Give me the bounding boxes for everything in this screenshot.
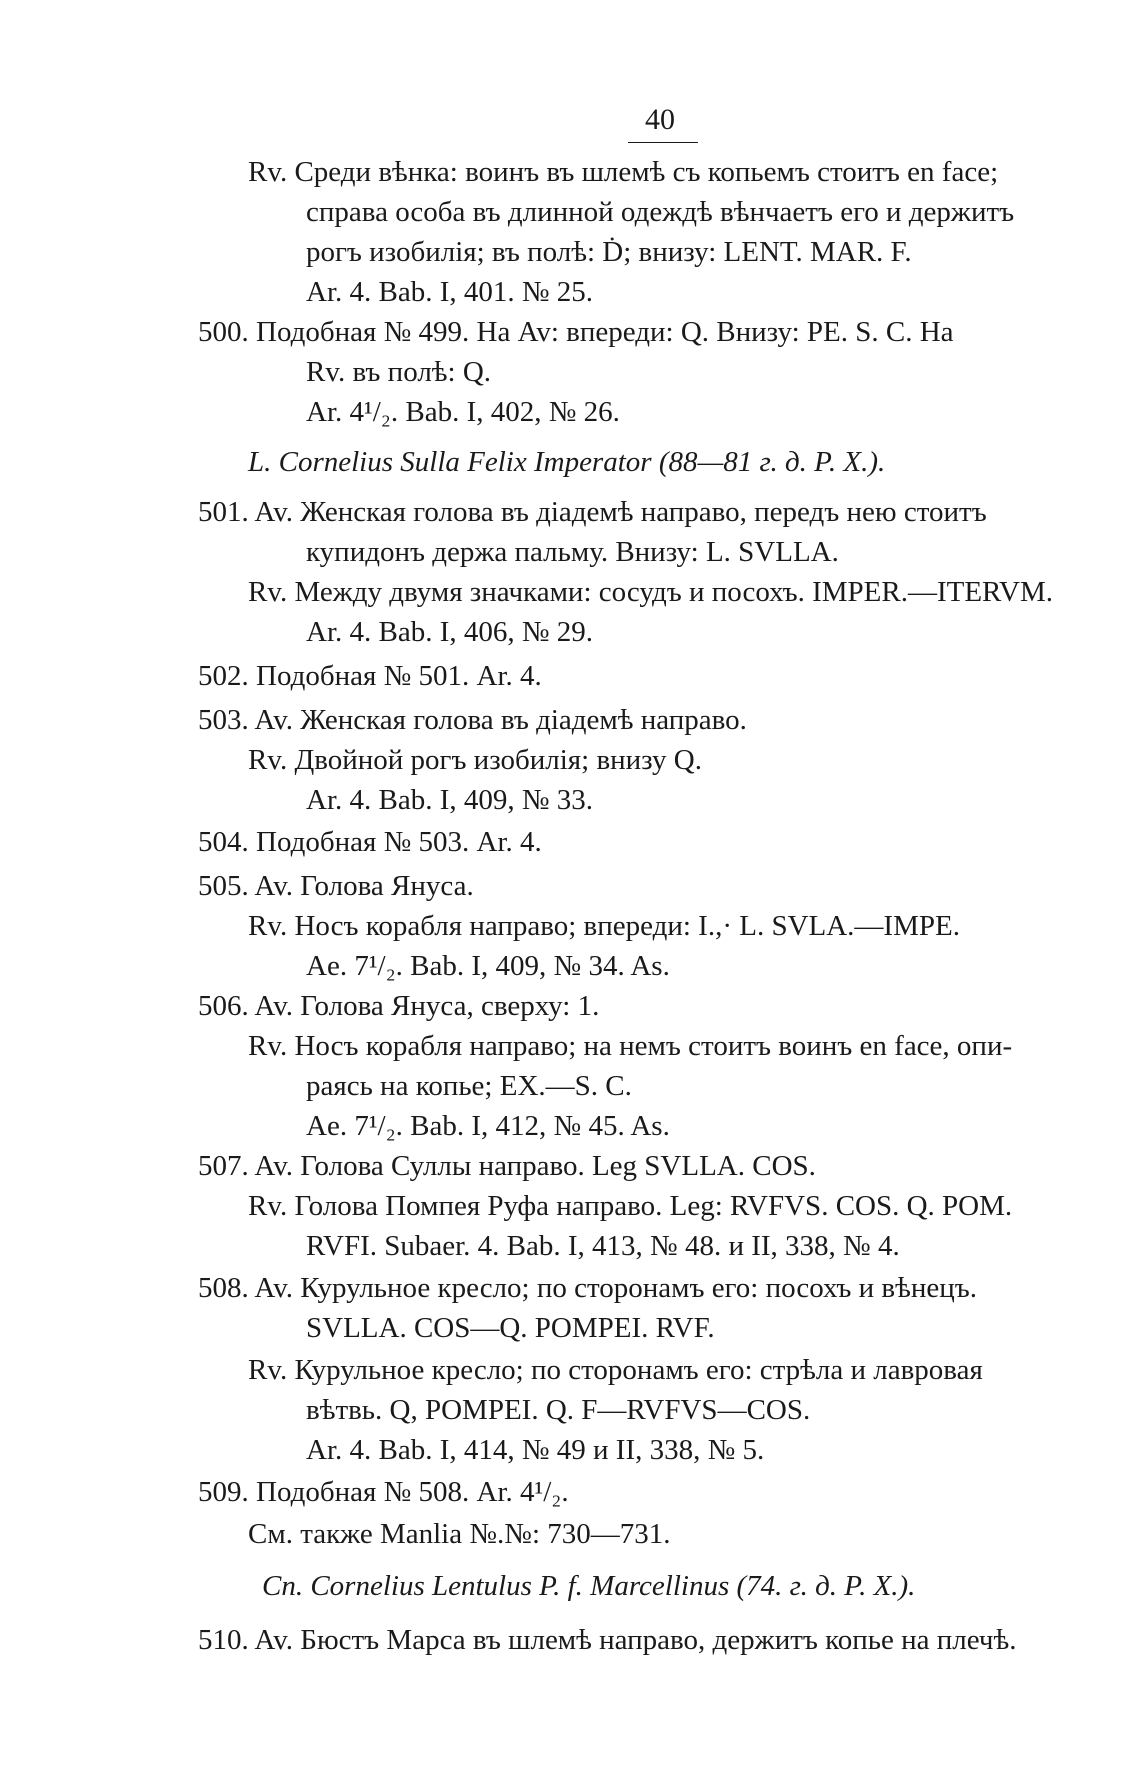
text-line: 509. Подобная № 508. Ar. 4¹/₂.	[198, 1476, 569, 1508]
text-line: 504. Подобная № 503. Ar. 4.	[198, 826, 542, 858]
text-line: 500. Подобная № 499. На Av: впереди: Q. Внизу: PE. S. C. На	[198, 316, 954, 348]
text-line: Ar. 4¹/₂. Bab. I, 402, № 26.	[306, 396, 620, 428]
text-line: Ar. 4. Bab. I, 406, № 29.	[306, 616, 594, 648]
text-line: 505. Av. Голова Януса.	[198, 870, 474, 902]
text-line: 503. Av. Женская голова въ діадемѣ направо.	[198, 704, 747, 736]
text-line: Rv. Голова Помпея Руфа направо. Leg: RVFVS. COS. Q. POM.	[248, 1190, 1013, 1222]
text-line: Ar. 4. Bab. I, 401. № 25.	[306, 276, 594, 308]
text-line: 507. Av. Голова Суллы направо. Leg SVLLA. COS.	[198, 1150, 816, 1182]
text-line: Rv. Носъ корабля направо; впереди: I.,· L. SVLA.—IMPE.	[248, 910, 960, 942]
text-line: Rv. Курульное кресло; по сторонамъ его: стрѣла и лавровая	[248, 1354, 983, 1386]
text-line: купидонъ держа пальму. Внизу: L. SVLLA.	[306, 536, 839, 568]
text-line: RVFI. Subaer. 4. Bab. I, 413, № 48. и II, 338, № 4.	[306, 1230, 900, 1262]
text-line: вѣтвь. Q, POMPEI. Q. F—RVFVS—COS.	[306, 1394, 811, 1426]
page-number-rule	[628, 142, 698, 143]
text-line: 506. Av. Голова Януса, сверху: 1.	[198, 990, 600, 1022]
page-number: 40	[645, 103, 675, 136]
text-line: Rv. въ полѣ: Q.	[306, 356, 492, 388]
text-line: См. также Manlia №.№: 730—731.	[248, 1518, 671, 1550]
text-line: Ar. 4. Bab. I, 409, № 33.	[306, 784, 594, 816]
section-heading: L. Cornelius Sulla Felix Imperator (88—81 г. д. Р. Х.).	[248, 446, 886, 478]
section-heading: Cn. Cornelius Lentulus P. f. Marcellinus (74. г. д. Р. Х.).	[262, 1570, 916, 1602]
text-line: Ae. 7¹/₂. Bab. I, 412, № 45. As.	[306, 1110, 670, 1142]
text-line: 508. Av. Курульное кресло; по сторонамъ его: посохъ и вѣнецъ.	[198, 1272, 978, 1304]
text-line: рогъ изобилія; въ полѣ: Ḋ; внизу: LENT. MAR. F.	[306, 236, 912, 268]
text-line: Ae. 7¹/₂. Bab. I, 409, № 34. As.	[306, 950, 670, 982]
text-line: Rv. Носъ корабля направо; на немъ стоитъ воинъ en face, опи-	[248, 1030, 1013, 1062]
text-line: Rv. Двойной рогъ изобилія; внизу Q.	[248, 744, 702, 776]
text-line: Rv. Между двумя значками: сосудъ и посохъ. IMPER.—ITERVM.	[248, 576, 1054, 608]
text-line: раясь на копье; EX.—S. C.	[306, 1070, 632, 1102]
text-line: 501. Av. Женская голова въ діадемѣ направо, передъ нею стоитъ	[198, 496, 987, 528]
text-line: Rv. Среди вѣнка: воинъ въ шлемѣ съ копьемъ стоитъ en face;	[248, 156, 999, 188]
text-line: Ar. 4. Bab. I, 414, № 49 и II, 338, № 5.	[306, 1434, 765, 1466]
text-line: справа особа въ длинной одеждѣ вѣнчаетъ его и держитъ	[306, 196, 1015, 228]
text-line: 510. Av. Бюстъ Марса въ шлемѣ направо, держитъ копье на плечѣ.	[198, 1624, 1017, 1656]
text-line: 502. Подобная № 501. Ar. 4.	[198, 660, 542, 692]
text-line: SVLLA. COS—Q. POMPEI. RVF.	[306, 1312, 715, 1344]
